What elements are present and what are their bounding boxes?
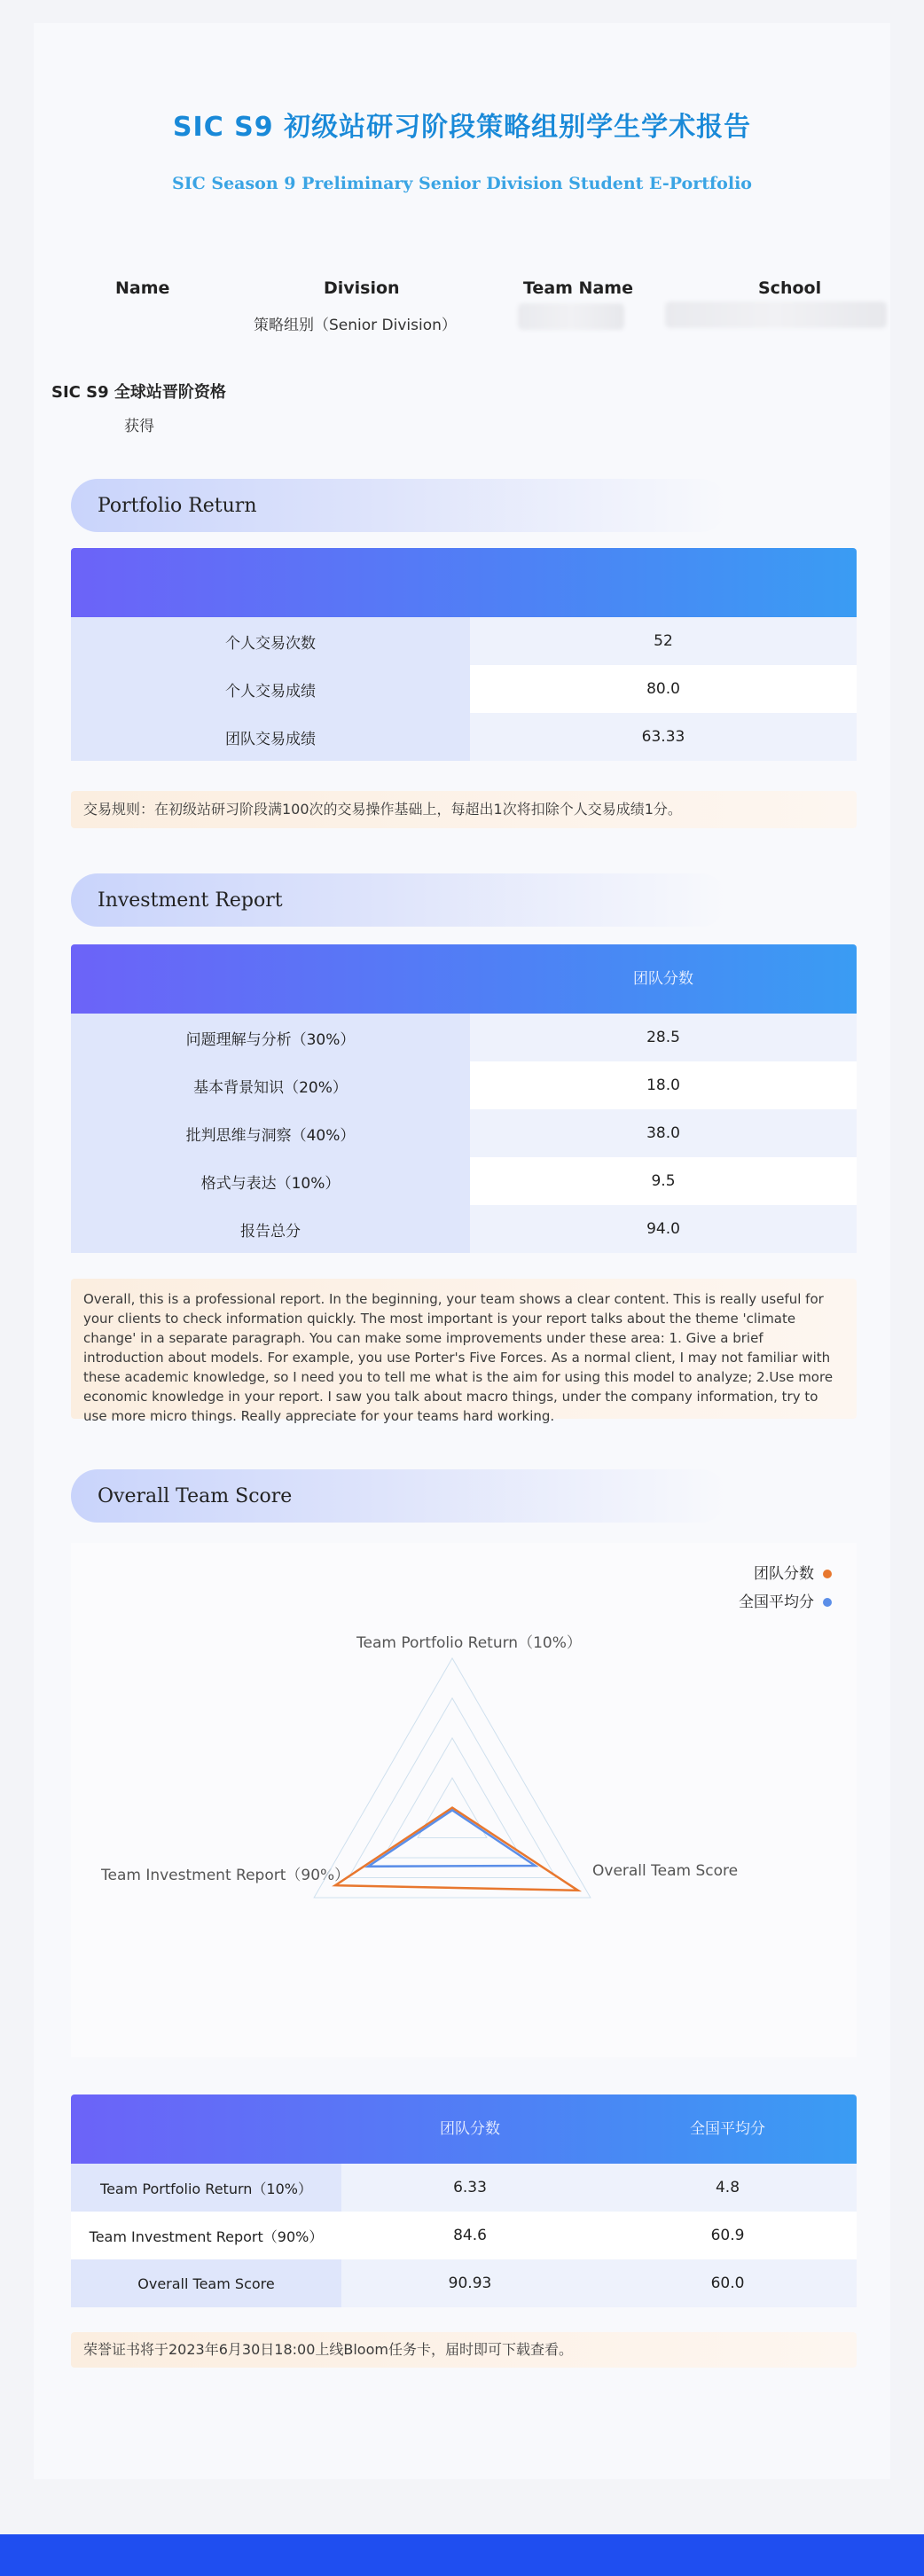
table-header: [71, 548, 857, 617]
axis-label-right: Overall Team Score: [592, 1862, 739, 1880]
row-label: Team Portfolio Return（10%）: [71, 2164, 341, 2212]
table-row: [71, 1109, 857, 1157]
table-row: [71, 1205, 857, 1253]
table-row: [71, 1014, 857, 1061]
row-label: Team Investment Report（90%）: [71, 2212, 341, 2259]
table-header: [71, 2094, 857, 2164]
section-overall-team-score: [71, 1469, 727, 1523]
trading-rule-note: 交易规则：在初级站研习阶段满100次的交易操作基础上，每超出1次将扣除个人交易成绩1分。: [71, 791, 857, 828]
row-label: 个人交易次数: [71, 617, 470, 665]
table-row: [71, 617, 857, 665]
row-value: 63.33: [470, 713, 857, 761]
overall-table: [71, 2094, 857, 2307]
redacted-team-name: [518, 303, 624, 330]
row-team-value: 90.93: [341, 2259, 599, 2307]
table-row: [71, 665, 857, 713]
section-portfolio-return: [71, 479, 727, 532]
col-header-team-score: 团队分数: [633, 970, 693, 988]
radar-svg: [71, 1543, 857, 2057]
footer-bar: [0, 2534, 924, 2576]
row-team-value: 6.33: [341, 2164, 599, 2212]
portfolio-table: [71, 548, 857, 761]
table-row: [71, 2259, 857, 2307]
axis-label-left: Team Investment Report（90%）: [101, 1867, 350, 1884]
row-label: 批判思维与洞察（40%）: [71, 1109, 470, 1157]
row-team-value: 84.6: [341, 2212, 599, 2259]
row-value: 18.0: [470, 1061, 857, 1109]
row-label: 格式与表达（10%）: [71, 1157, 470, 1205]
legend-national-label: 全国平均分: [739, 1593, 814, 1611]
section-title: Portfolio Return: [98, 494, 257, 517]
row-national-value: 60.0: [599, 2259, 857, 2307]
table-row: [71, 2164, 857, 2212]
qualification-value: 获得: [124, 418, 154, 435]
qualification-title: SIC S9 全球站晋阶资格: [51, 383, 226, 402]
row-label: 团队交易成绩: [71, 713, 470, 761]
table-header: [71, 944, 857, 1014]
info-label-school: School: [758, 278, 822, 298]
info-label-division: Division: [324, 278, 400, 298]
radar-grid-ring-3: [348, 1698, 556, 1878]
section-title: Overall Team Score: [98, 1484, 293, 1507]
row-national-value: 4.8: [599, 2164, 857, 2212]
col-header-team-score: 团队分数: [440, 2120, 500, 2138]
row-label: 个人交易成绩: [71, 665, 470, 713]
info-label-name: Name: [115, 278, 170, 298]
info-label-team-name: Team Name: [523, 278, 633, 298]
row-value: 94.0: [470, 1205, 857, 1253]
axis-label-top: Team Portfolio Return（10%）: [356, 1634, 582, 1652]
row-value: 28.5: [470, 1014, 857, 1061]
table-row: [71, 2212, 857, 2259]
row-value: 80.0: [470, 665, 857, 713]
table-row: [71, 1157, 857, 1205]
row-label: 报告总分: [71, 1205, 470, 1253]
table-row: [71, 713, 857, 761]
row-value: 38.0: [470, 1109, 857, 1157]
row-label: Overall Team Score: [71, 2259, 341, 2307]
certificate-note: 荣誉证书将于2023年6月30日18:00上线Bloom任务卡，届时即可下载查看。: [71, 2332, 857, 2368]
section-title: Investment Report: [98, 889, 283, 912]
row-label: 问题理解与分析（30%）: [71, 1014, 470, 1061]
row-label: 基本背景知识（20%）: [71, 1061, 470, 1109]
row-value: 9.5: [470, 1157, 857, 1205]
redacted-school: [665, 301, 887, 328]
row-national-value: 60.9: [599, 2212, 857, 2259]
division-value: 策略组别（Senior Division）: [254, 317, 457, 334]
report-comment: Overall, this is a professional report. In the beginning, your team shows a clear content. This is really useful for your clients to check information quickly. The most important is your report talks about the theme 'climate change' in a separate paragraph. You can make some improvements under these area: 1. Give a brief introduction about models. For example, you use Porter's Five Forces. As a normal client, I may not familiar with these academic knowledge, so I need you to tell me what is the aim for using this model to analyze; 2.Use more economic knowledge in your report. I saw you talk about macro things, under the company information, try to use more micro things. Really appreciate for your teams hard working.: [71, 1279, 857, 1419]
section-investment-report: [71, 873, 727, 927]
col-header-national-average: 全国平均分: [690, 2120, 765, 2138]
table-row: [71, 1061, 857, 1109]
row-value: 52: [470, 617, 857, 665]
report-title-en: SIC Season 9 Preliminary Senior Division Student E-Portfolio: [172, 174, 752, 193]
legend-team-label: 团队分数: [754, 1565, 814, 1583]
radar-chart: [71, 1543, 857, 2057]
investment-table: [71, 944, 857, 1253]
report-title-cn: SIC S9 初级站研习阶段策略组别学生学术报告: [172, 112, 752, 143]
